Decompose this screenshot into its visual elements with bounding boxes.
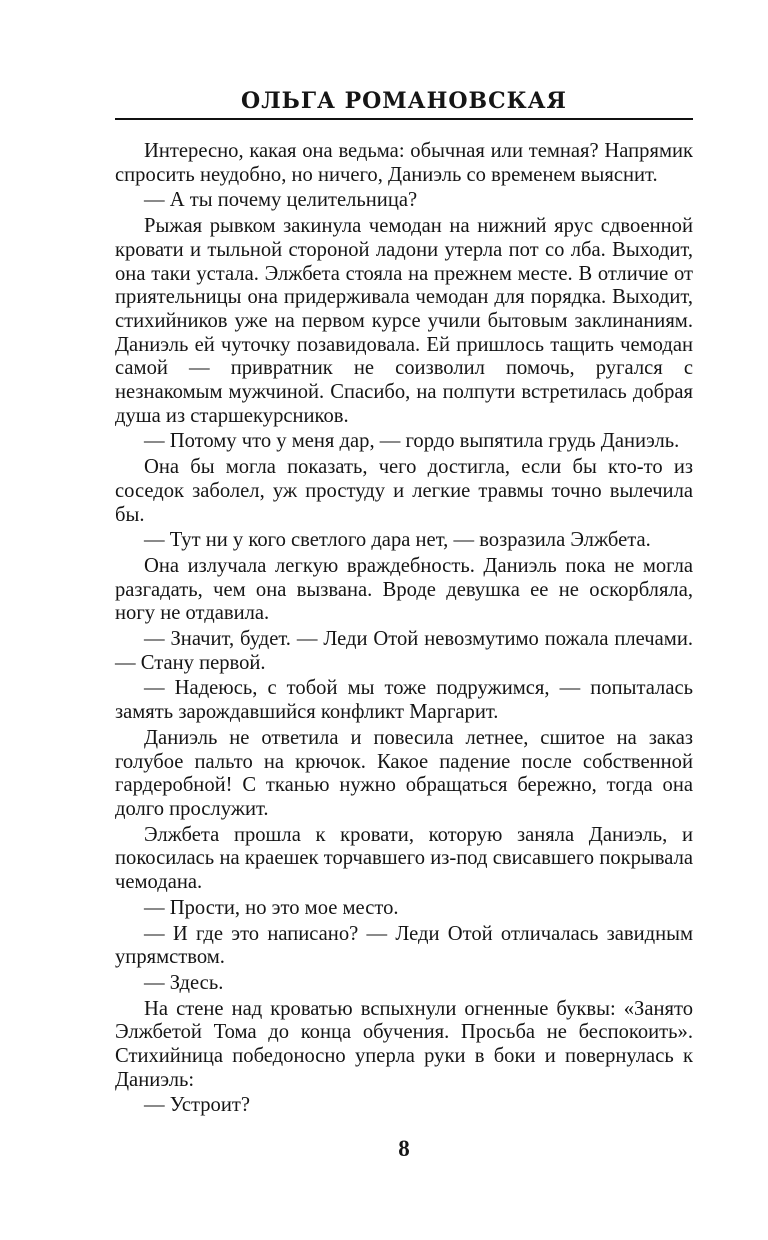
paragraph: Она излучала легкую враждебность. Даниэль пока не могла разгадать, чем она вызвана. Вроде девушка ее не оскорбляла, ногу не отдавила. bbox=[115, 554, 693, 625]
paragraph: — Потому что у меня дар, — гордо выпятила грудь Даниэль. bbox=[144, 430, 680, 453]
paragraph: Рыжая рывком закинула чемодан на нижний ярус сдвоенной кровати и тыльной стороной ладони утерла пот со лба. Выходит, она таки устала. Элжбета стояла на прежнем месте. В отличие от приятельницы она придерживала чемодан для порядка. Выходит, стихийников уже на первом курсе учили бытовым заклинаниям. Даниэль ей чуточку позавидовала. Ей пришлось тащить чемодан самой — привратник не соизволил помочь, ругался с незнакомым мужчиной. Спасибо, на полпути встретилась добрая душа из старшекурсников. bbox=[115, 215, 693, 427]
paragraph: — Устроит? bbox=[144, 1094, 250, 1117]
paragraph: — Надеюсь, с тобой мы тоже подружимся, — попыталась замять зарождавшийся конфликт Маргарит. bbox=[115, 677, 693, 724]
paragraph: Интересно, какая она ведьма: обычная или темная? Напрямик спросить неудобно, но ничего, Даниэль со временем выяснит. bbox=[115, 140, 693, 186]
book-page bbox=[115, 88, 693, 1188]
page-number: 8 bbox=[398, 1136, 410, 1161]
paragraph: — Прости, но это мое место. bbox=[144, 896, 399, 919]
paragraph: — Значит, будет. — Леди Отой невозмутимо пожала плечами. — Стану первой. bbox=[115, 628, 693, 674]
paragraph: — А ты почему целительница? bbox=[144, 189, 418, 212]
paragraph: — Здесь. bbox=[144, 971, 224, 994]
body-text bbox=[115, 140, 693, 1118]
paragraph: Она бы могла показать, чего достигла, если бы кто-то из соседок заболел, уж простуду и легкие травмы точно вылечила бы. bbox=[115, 456, 693, 526]
header-rule bbox=[115, 118, 693, 120]
paragraph: — Тут ни у кого светлого дара нет, — возразила Элжбета. bbox=[144, 529, 651, 552]
paragraph: Элжбета прошла к кровати, которую заняла Даниэль, и покосилась на краешек торчавшего из-под свисавшего покрывала чемодана. bbox=[115, 823, 693, 894]
paragraph: На стене над кроватью вспыхнули огненные буквы: «Занято Элжбетой Тома до конца обучения. Просьба не беспокоить». Стихийница победоносно уперла руки в боки и повернулась к Даниэль: bbox=[115, 997, 693, 1091]
running-header-author: ОЛЬГА РОМАНОВСКАЯ bbox=[241, 88, 567, 114]
paragraph: Даниэль не ответила и повесила летнее, сшитое на заказ голубое пальто на крючок. Какое падение после собственной гардеробной! С тканью нужно обращаться бережно, тогда она долго прослужит. bbox=[115, 726, 693, 820]
paragraph: — И где это написано? — Леди Отой отличалась завидным упрямством. bbox=[115, 922, 693, 969]
